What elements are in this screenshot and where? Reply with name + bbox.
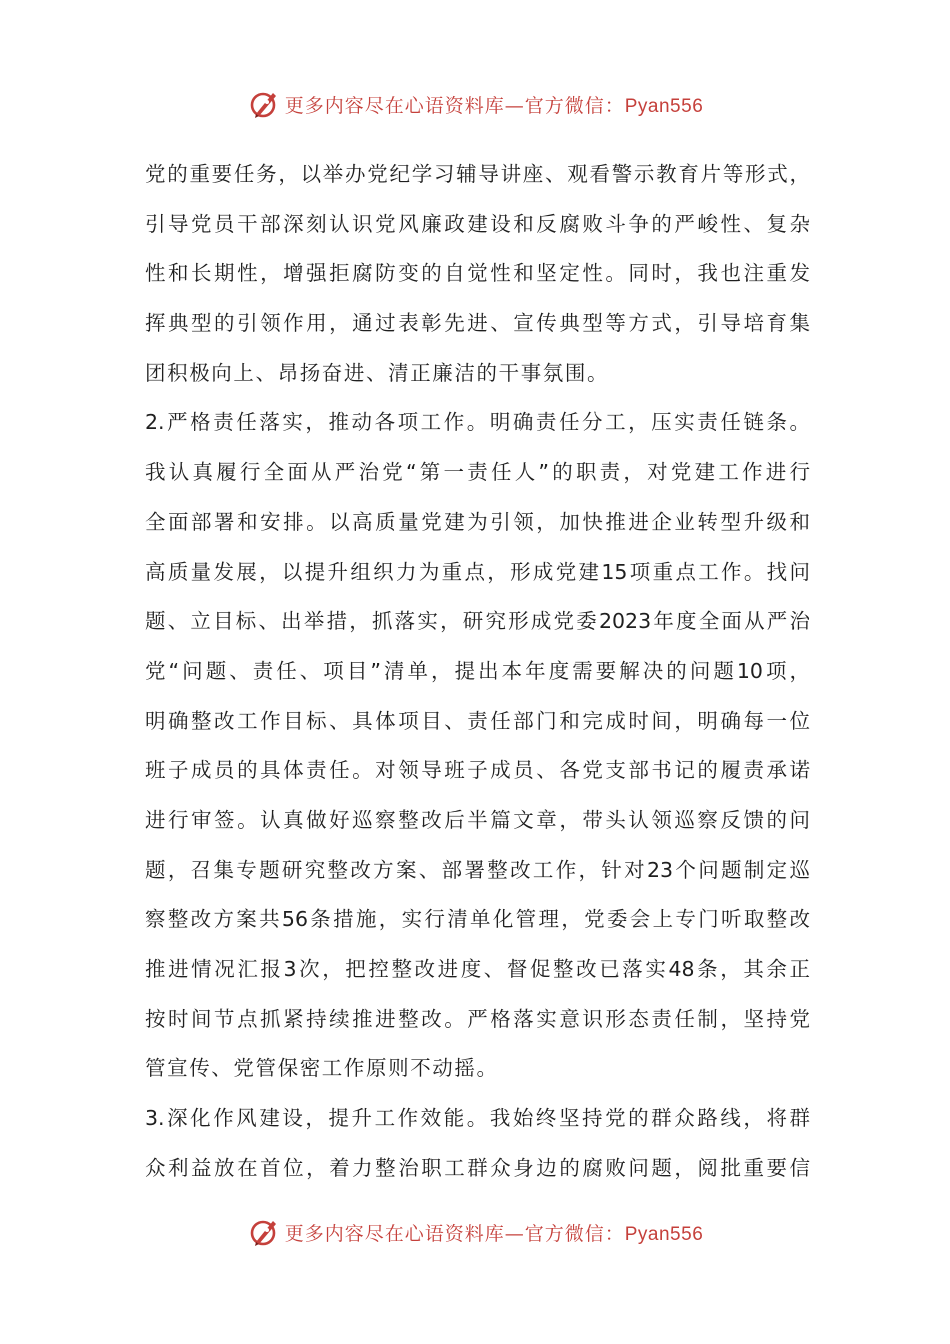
text-line: 众利益放在首位，着力整治职工群众身边的腐败问题，阅批重要信 [145,1155,810,1180]
text-line: 进行审签。认真做好巡察整改后半篇文章，带头认领巡察反馈的问 [145,807,810,832]
pen-circle-logo-icon [247,87,281,121]
text-line: 性和长期性，增强拒腐防变的自觉性和坚定性。同时，我也注重发 [145,261,810,286]
text-line: 题、立目标、出举措，抓落实，研究形成党委2023年度全面从严治 [145,609,810,634]
pen-circle-logo-icon [247,1215,281,1249]
text-line: 班子成员的具体责任。对领导班子成员、各党支部书记的履责承诺 [145,758,810,783]
text-line: 党的重要任务，以举办党纪学习辅导讲座、观看警示教育片等形式， [145,162,810,186]
text-line: 高质量发展，以提升组织力为重点，形成党建15项重点工作。找问 [145,559,810,584]
text-line: 推进情况汇报3次，把控整改进度、督促整改已落实48条，其余正 [145,957,810,981]
text-line: 挥典型的引领作用，通过表彰先进、宣传典型等方式，引导培育集 [145,311,810,336]
footer-watermark [0,1212,950,1252]
text-line: 题，召集专题研究整改方案、部署整改工作，针对23个问题制定巡 [145,857,810,882]
text-line: 我认真履行全面从严治党“第一责任人”的职责，对党建工作进行 [145,460,810,485]
text-line: 全面部署和安排。以高质量党建为引领，加快推进企业转型升级和 [145,509,810,534]
text-line: 管宣传、党管保密工作原则不动摇。 [145,1056,499,1081]
text-line: 按时间节点抓紧持续推进整改。严格落实意识形态责任制，坚持党 [145,1006,810,1031]
header-watermark-text: 更多内容尽在心语资料库—官方微信：Pyan556 [284,94,704,117]
text-line: 团积极向上、昂扬奋进、清正廉洁的干事氛围。 [145,360,610,385]
text-line: 2.严格责任落实，推动各项工作。明确责任分工，压实责任链条。 [145,410,810,435]
header-watermark [0,84,950,124]
body-text [145,150,810,1193]
footer-watermark-text: 更多内容尽在心语资料库—官方微信：Pyan556 [284,1222,704,1245]
text-line: 明确整改工作目标、具体项目、责任部门和完成时间，明确每一位 [145,708,810,733]
text-line: 党“问题、责任、项目”清单，提出本年度需要解决的问题10项， [145,658,810,683]
text-line: 3.深化作风建设，提升工作效能。我始终坚持党的群众路线，将群 [145,1106,810,1131]
text-line: 引导党员干部深刻认识党风廉政建设和反腐败斗争的严峻性、复杂 [145,211,810,236]
text-line: 察整改方案共56条措施，实行清单化管理，党委会上专门听取整改 [145,907,810,932]
